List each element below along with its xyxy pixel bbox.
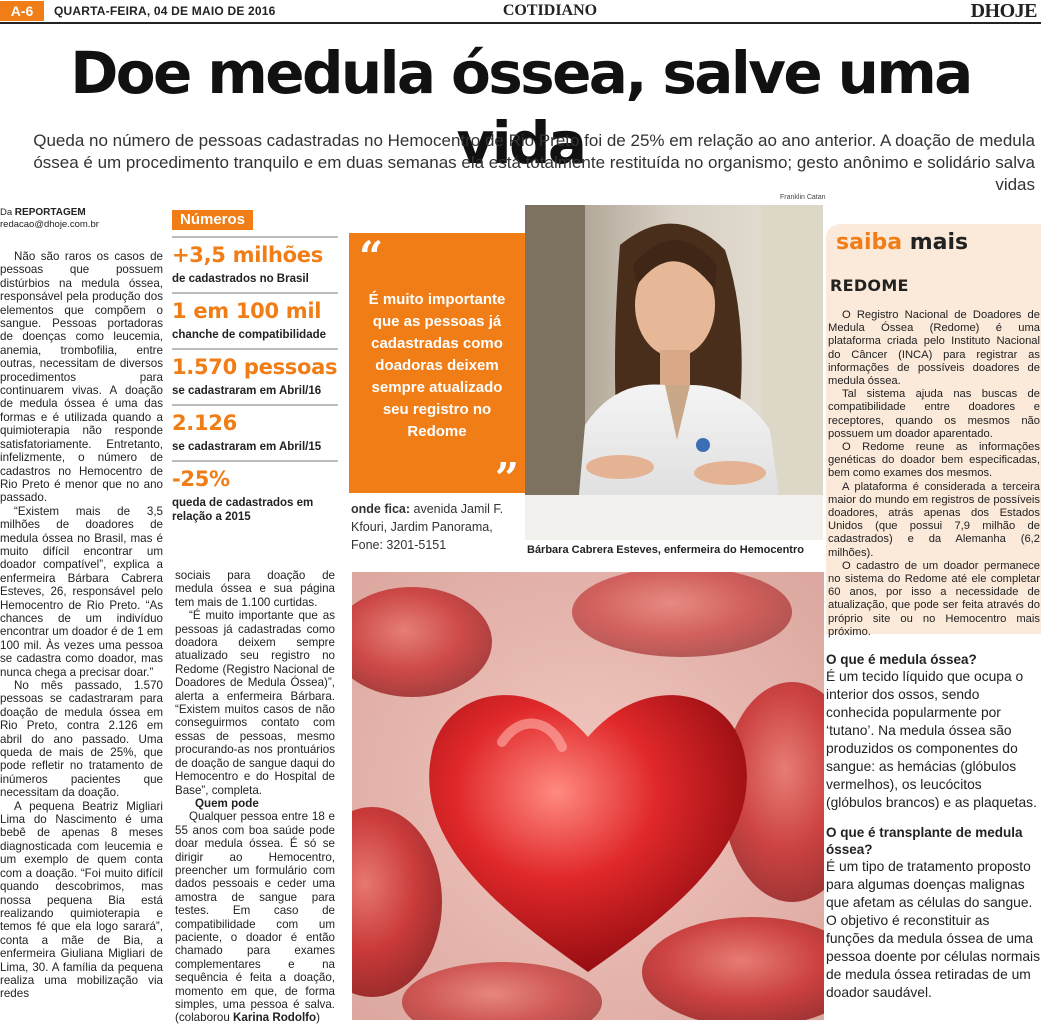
article-paragraph: “Existem mais de 3,5 milhões de doadores de medula óssea no Brasil, mas é muito difícil encontrar um doador compatível”, explica a enfermeira Bárbara Cabrera Esteves, 26, responsável pelo Hemocentro de Rio Preto. “As chances de um indivíduo encontrar um doador é de 1 em 100 mil. Às vezes uma pessoa se cadastra como doador, mas nunca chega a precisar doar.” — [0, 504, 163, 679]
quote-close-mark: ” — [494, 454, 519, 503]
saiba-mais-subtitle: REDOME — [830, 276, 909, 295]
saiba-mais-title — [836, 230, 968, 255]
saiba-title-part-a: saiba — [836, 230, 903, 255]
pull-quote — [349, 232, 525, 503]
issue-date: QUARTA-FEIRA, 04 DE MAIO DE 2016 — [54, 4, 276, 18]
article-paragraph: sociais para doação de medula óssea e sua página tem mais de 1.100 curtidas. — [175, 569, 335, 609]
faq-answer: É um tecido líquido que ocupa o interior dos ossos, sendo conhecida popularmente por ‘tutano’. Na medula óssea são produzidos os componentes do sangue: as hemácias (glóbulos vermelhos), os leucócitos (glóbulos brancos) e as plaquetas. — [826, 669, 1037, 810]
stat-desc: queda de cadastrados em relação a 2015 — [172, 497, 314, 523]
headline: Doe medula óssea, salve uma vida — [70, 39, 971, 177]
stat-item — [172, 292, 338, 342]
photo-credit: Franklin Catan — [780, 194, 826, 201]
stat-desc: chanche de compatibilidade — [172, 329, 327, 341]
saiba-mais-text — [828, 309, 1040, 639]
photo-caption: Bárbara Cabrera Esteves, enfermeira do Hemocentro — [527, 544, 804, 556]
stat-value: 1.570 pessoas — [172, 355, 338, 379]
saiba-title-part-b: mais — [909, 230, 969, 255]
paren-close: ) — [316, 1011, 320, 1024]
saiba-paragraph: O cadastro de um doador permanece no sistema do Redome até ele completar 60 anos, por isso a necessidade de atualização, que pode ser feita através do próprio site ou no Hemocentro mais próximo. — [828, 559, 1040, 638]
quote-text: É muito importante que as pessoas já cadastradas como doadoras deixem sempre atualizado seu registro no Redome — [368, 291, 506, 440]
stat-item — [172, 236, 338, 286]
saiba-paragraph: A plataforma é considerada a terceira maior do mundo em registros de possíveis doadores, atrás apenas dos Estados Unidos (que possui 7,9 milhão de cadastrados) e da Alemanha (6,2 milhões). — [828, 480, 1040, 559]
subheadline: Queda no número de pessoas cadastradas no Hemocentro de Rio Preto foi de 25% em relação ao ano anterior. A doação de medula óssea é um procedimento tranquilo e em duas semanas ela está totalmente restituída no organismo; gesto anônimo e solidário salva vidas — [33, 131, 1035, 194]
byline-prefix: Da — [0, 207, 13, 218]
newspaper-logo: DHOJE — [970, 0, 1037, 22]
article-paragraph: Não são raros os casos de pessoas que possuem distúrbios na medula óssea, responsável pela produção dos elementos que compõem o sangue. Pessoas portadoras de doenças como leucemia, anemia, trombofilia, entre outras, necessitam de diversos procedimentos para continuarem vivas. A doação de medula óssea é uma das formas e é utilizada quando a quimioterapia não responde satisfatoriamente. Entretanto, infelizmente, o número de cadastros no Hemocentro de Rio Preto é menor que no ano passado. — [0, 250, 163, 505]
stat-value: -25% — [172, 467, 230, 491]
stat-desc: se cadastraram em Abril/15 — [172, 441, 322, 453]
byline-email: redacao@dhoje.com.br — [0, 219, 99, 230]
stat-value: 1 em 100 mil — [172, 299, 322, 323]
section-name: COTIDIANO — [502, 2, 598, 19]
address-text: avenida Jamil F. Kfouri, Jardim Panorama, Fone: 3201-5151 — [351, 502, 504, 552]
article-subtitle: Quem pode — [195, 796, 259, 810]
saiba-paragraph: O Redome reune as informações genéticas do doador bem especificadas, bem como exames dos mesmos. — [828, 441, 1040, 480]
address-info — [351, 500, 521, 554]
faq — [826, 651, 1040, 1014]
saiba-mais-box — [826, 224, 1041, 638]
address-label: onde fica: — [351, 502, 411, 516]
stat-desc: de cadastrados no Brasil — [172, 273, 309, 285]
article-paragraph-text: Qualquer pessoa entre 18 e 55 anos com boa saúde pode doar medula óssea. É só se dirigir ao Hemocentro, preencher um formulário com dados pessoais e ceder uma amostra de sangue para testes. Em caso de compatibilidade com um paciente, o doador é então chamado para exames complementares e na sequência é feita a doação, momento em que, de forma simples, uma pessoa é salva. (colaborou — [175, 810, 335, 1024]
stat-value: +3,5 milhões — [172, 243, 323, 267]
stat-desc: se cadastraram em Abril/16 — [172, 385, 322, 397]
blood-cell-heart-image — [352, 572, 824, 1020]
stat-value: 2.126 — [172, 411, 237, 435]
saiba-paragraph: O Registro Nacional de Doadores de Medula Óssea (Redome) é uma plataforma criada pelo Instituto Nacional do Câncer (INCA) para registrar as informações de possíveis doadores de medula óssea. — [828, 309, 1040, 388]
faq-question: O que é medula óssea? — [826, 652, 977, 667]
quote-open-mark: “ — [359, 232, 384, 281]
collaborator-name: Karina Rodolfo — [233, 1011, 317, 1024]
saiba-paragraph: Tal sistema ajuda nas buscas de compatibilidade entre doadores e receptores, quando os mesmos não possuem um doador aparentado. — [828, 388, 1040, 440]
nurse-photo — [525, 205, 823, 540]
article-paragraph: “É muito importante que as pessoas já cadastradas como doadora deixem sempre atualizado seu registro no Redome (Registro Nacional de Doadores de Medula Óssea)”, alerta a enfermeira Bárbara. “Existem muitos casos de não conseguirmos contato com essas de pessoas, mesmo procurando-as nos prontuários de doação de sangue daqui do Hemocentro e do Hospital de Base”, completa. — [175, 609, 335, 797]
faq-answer: É um tipo de tratamento proposto para algumas doenças malignas que afetam as células do sangue. O objetivo é reconstituir as funções da medula óssea de uma pessoa doente por células normais de medula óssea retiradas de um doador saudável. — [826, 859, 1040, 1000]
faq-question: O que é transplante de medula óssea? — [826, 825, 1023, 857]
stat-item — [172, 348, 338, 398]
article-column-2 — [175, 569, 335, 1024]
article-paragraph — [175, 810, 335, 1024]
stat-item — [172, 460, 338, 524]
byline-author: REPORTAGEM — [14, 207, 86, 218]
numbers-box — [172, 210, 338, 524]
page-number: A-6 — [0, 1, 44, 21]
byline — [0, 207, 160, 231]
page-header — [0, 0, 1041, 24]
numbers-tag: Números — [172, 210, 253, 230]
stat-item — [172, 404, 338, 454]
article-paragraph: A pequena Beatriz Migliari Lima do Nascimento é uma bebê de apenas 8 meses diagnosticada com leucemia e um exemplo de quem conta com a doação. “Foi muito difícil quando descobrimos, mas nossa pequena Bia está realizando quimioterapia e temos fé que ela logo sarará”, conta a mãe de Bia, a enfermeira Giuliana Migliari de Lima, 30. A família da pequena realiza uma mobilização via redes — [0, 799, 163, 1001]
article-paragraph: No mês passado, 1.570 pessoas se cadastraram para doação de medula óssea em Rio Preto, contra 2.126 em abril do ano passado. Uma queda de mais de 25%, que pode refletir no tratamento de inúmeros pacientes que necessitam da doação. — [0, 679, 163, 800]
article-column-1 — [0, 250, 163, 1001]
